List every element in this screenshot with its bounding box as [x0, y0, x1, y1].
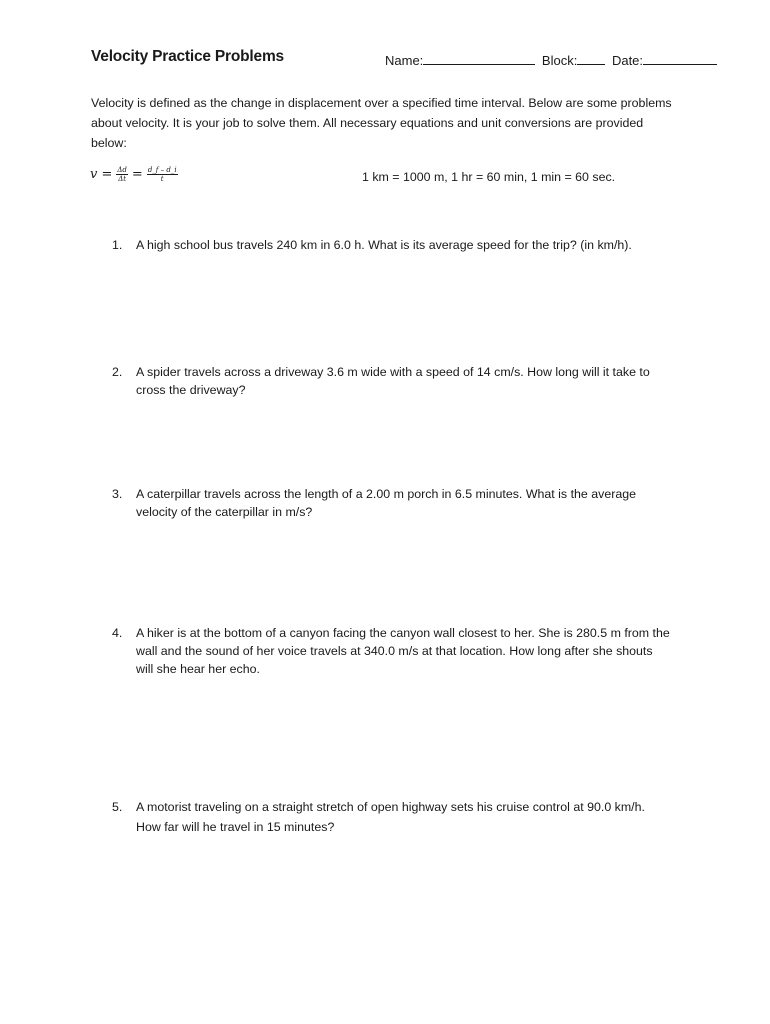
- formula-lhs: v =: [90, 167, 113, 182]
- question-text: A high school bus travels 240 km in 6.0 h. What is its average speed for the trip? (in km/h).: [136, 238, 632, 252]
- formula-fraction-delta: [116, 166, 128, 183]
- formula-fraction-displacement: [147, 166, 178, 183]
- question-number: 1.: [112, 238, 123, 252]
- question-5: [112, 797, 672, 837]
- formula-frac2-den: t: [160, 175, 164, 183]
- question-text: A motorist traveling on a straight stretch of open highway sets his cruise control at 90.0 km/h. How far will he travel in 15 minutes?: [136, 800, 645, 834]
- header-fields: [385, 51, 720, 68]
- formula-frac1-num: Δd: [117, 166, 127, 174]
- question-number: 3.: [112, 487, 123, 501]
- question-3: [112, 485, 672, 521]
- question-text: A hiker is at the bottom of a canyon facing the canyon wall closest to her. She is 280.5 m from the wall and the sound of her voice travels at 340.0 m/s at that location. How long after she shouts will she hear her echo.: [136, 626, 670, 676]
- block-field[interactable]: [577, 51, 605, 65]
- velocity-formula: [90, 166, 178, 183]
- intro-paragraph: Velocity is defined as the change in displacement over a specified time interval. Below are some problems about velocity. It is your job to solve them. All necessary equations and unit conversions are provided below:: [91, 96, 672, 150]
- question-1: [112, 236, 672, 254]
- date-field[interactable]: [643, 51, 717, 65]
- question-2: [112, 363, 672, 399]
- formula-frac2-num: d_f – d_i: [147, 166, 177, 174]
- question-number: 4.: [112, 626, 123, 640]
- question-number: 2.: [112, 365, 123, 379]
- formula-frac1-den: Δt: [118, 175, 127, 183]
- name-label: Name:: [385, 53, 424, 68]
- question-text: A caterpillar travels across the length of a 2.00 m porch in 6.5 minutes. What is the average velocity of the caterpillar in m/s?: [136, 487, 637, 519]
- question-text: A spider travels across a driveway 3.6 m wide with a speed of 14 cm/s. How long will it take to cross the driveway?: [136, 365, 650, 397]
- block-label: Block:: [541, 53, 578, 68]
- page-title: Velocity Practice Problems: [91, 48, 284, 65]
- question-number: 5.: [112, 800, 123, 814]
- unit-conversions: 1 km = 1000 m, 1 hr = 60 min, 1 min = 60 sec.: [362, 170, 616, 184]
- question-4: [112, 624, 672, 678]
- name-field[interactable]: [423, 51, 535, 65]
- date-label: Date:: [611, 53, 644, 68]
- formula-equals: =: [131, 167, 143, 182]
